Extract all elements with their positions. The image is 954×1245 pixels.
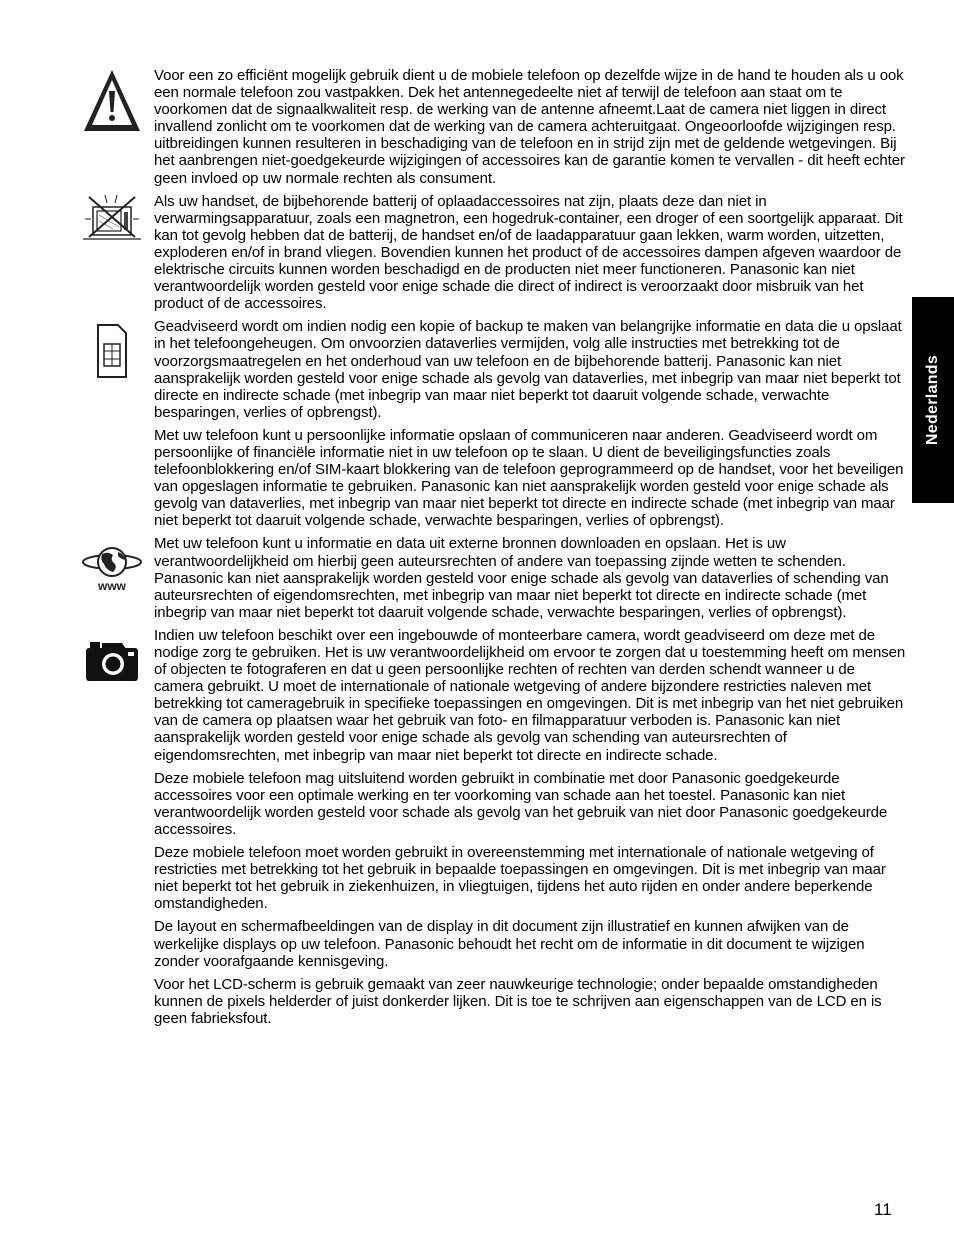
www-caption: www	[97, 579, 127, 594]
camera-icon	[85, 639, 139, 683]
paragraph-text: Voor een zo efficiënt mogelijk gebruik dient u de mobiele telefoon op dezelfde wijze in de hand te houden als u ook een normale telefoon zou vastpakken. Dek het antennegedeelte niet af terwijl de telefoon aan staat om te voorkomen dat de signaalkwaliteit resp. de werking van de antenne afneemt.Laat de camera niet liggen in direct invallend zonlicht om te voorkomen dat de werking van de camera achteruitgaat. Ongeoorloofde wijzigingen resp. uitbreidingen kunnen resulteren in beschadiging van de telefoon en in strijd zijn met de geldende wetgevingen. Bij het aanbrengen niet-goedgekeurde wijzigingen of accessoires kan de garantie komen te vervallen - dit heeft echter geen invloed op uw normale rechten als consument.	[154, 67, 905, 187]
paragraph-text: Met uw telefoon kunt u informatie en data uit externe bronnen downloaden en opslaan. Het is uw verantwoordelijkheid om hierbij geen auteursrechten of andere van toepassing zijnde wetten te schenden. Panasonic kan niet aansprakelijk worden gesteld voor enige schade als gevolg van dataverlies of schending van auteursrechten of eigendomsrechten, met inbegrip van maar niet beperkt tot directe en indirecte schade (met inbegrip van maar niet beperkt tot daaruit volgende schade, verwachte besparingen, verlies of opbrengst).	[154, 535, 889, 621]
www-globe-icon	[80, 545, 144, 593]
paragraph-warning	[70, 67, 906, 187]
paragraph-text: De layout en schermafbeeldingen van de display in dit document zijn illustratief en kunnen afwijken van de werkelijke displays op uw telefoon. Panasonic behoudt het recht om de informatie in dit document te wijzigen zonder voorafgaande kennisgeving.	[154, 918, 865, 970]
paragraph-text: Deze mobiele telefoon mag uitsluitend worden gebruikt in combinatie met door Panasonic goedgekeurde accessoires voor een optimale werking en ter voorkoming van schade aan het toestel. Panasonic kan niet verantwoordelijk worden gesteld voor schade als gevolg van het gebruik van niet door Panasonic goedgekeurde accessoires.	[154, 769, 888, 838]
document-body	[70, 67, 906, 1033]
no-microwave-icon	[79, 193, 145, 245]
language-tab-label: Nederlands	[924, 354, 942, 446]
paragraph-backup	[70, 318, 906, 421]
paragraph-lcd	[70, 976, 906, 1027]
paragraph-text: Voor het LCD-scherm is gebruik gemaakt van zeer nauwkeurige technologie; onder bepaalde omstandigheden kunnen de pixels helderder of juist donkerder lijken. Dit is toe te schrijven aan eigenschappen van de LCD en is geen fabrieksfout.	[154, 975, 882, 1027]
paragraph-text: Indien uw telefoon beschikt over een ingebouwde of monteerbare camera, wordt geadviseerd om deze met de nodige zorg te gebruiken. Het is uw verantwoordelijkheid om ervoor te zorgen dat u toestemming heeft om mensen of objecten te fotograferen en dat u geen persoonlijke rechten of rechten van derden schendt wanneer u de camera gebruikt. U moet de internationale of nationale wetgeving of andere bijzondere restricties naleven met betrekking tot cameragebruik in specifieke toepassingen en omgevingen. Dit is met inbegrip van het niet gebruiken van de camera op plaatsen waar het gebruik van foto- en filmapparatuur verboden is. Panasonic kan niet aansprakelijk worden gesteld voor enige schade als gevolg van schending van auteursrechten of eigendomsrechten, met inbegrip van maar niet beperkt tot directe en indirecte schade.	[154, 626, 906, 764]
paragraph-accessories	[70, 770, 906, 838]
paragraph-text: Geadviseerd wordt om indien nodig een kopie of backup te maken van belangrijke informatie en data die u opslaat in het telefoongeheugen. Om onvoorzien dataverlies vermijden, volg alle instructies met betrekking tot de voorzorgsmaatregelen en het onderhoud van uw telefoon en de bijbehorende batterij. Panasonic kan niet aansprakelijk worden gesteld voor enige schade als gevolg van dataverlies, met inbegrip van maar niet beperkt tot directe en indirecte schade (met inbegrip van maar niet beperkt tot daaruit volgende schade, verwachte besparingen, verlies of opbrengst).	[154, 318, 902, 421]
page-number: 11	[874, 1200, 892, 1219]
warning-triangle-icon	[82, 67, 142, 135]
paragraph-text: Deze mobiele telefoon moet worden gebruikt in overeenstemming met internationale of nationale wetgeving of restricties met betrekking tot het gebruik in bepaalde toepassingen en omgevingen. Dit is met inbegrip van maar niet beperkt tot het gebruik in ziekenhuizen, in vliegtuigen, tijdens het auto rijden en onder andere beperkende omstandigheden.	[154, 844, 886, 913]
paragraph-text: Met uw telefoon kunt u persoonlijke informatie opslaan of communiceren naar anderen. Geadviseerd wordt om persoonlijke of financiële informatie niet in uw telefoon op te slaan. U dient de beveiligingsfuncties zoals telefoonblokkering en/of SIM-kaart blokkering van de telefoon geprogrammeerd op de handset, voor het beveiligen van opgeslagen informatie te gebruiken. Panasonic kan niet aansprakelijk worden gesteld voor enige schade als gevolg van dataverlies, met inbegrip van maar niet beperkt tot directe en indirecte schade (met inbegrip van maar niet beperkt tot daaruit volgende schade, verwachte besparingen, verlies of opbrengst).	[154, 426, 904, 530]
sim-card-icon	[95, 322, 129, 380]
paragraph-layout-disclaimer	[70, 918, 906, 969]
paragraph-text: Als uw handset, de bijbehorende batterij of oplaadaccessoires nat zijn, plaats deze dan niet in verwarmingsapparatuur, zoals een magnetron, een hogedruk-container, een droger of een soortgelijk apparaat. Dit kan tot gevolg hebben dat de batterij, de handset en/of de laadapparatuur gaan lekken, warm worden, uitzetten, exploderen en/of in brand vliegen. Bovendien kunnen het product of de accessoires dampen afgeven waardoor de elektrische circuits kunnen worden beschadigd en de producten niet meer functioneren. Panasonic kan niet verantwoordelijk worden gesteld voor enige schade die direct of indirect is veroorzaakt door misbruik van het product of de accessoires.	[154, 192, 903, 313]
paragraph-personal-info	[70, 427, 906, 530]
paragraph-camera	[70, 627, 906, 764]
paragraph-microwave	[70, 193, 906, 313]
language-tab	[912, 297, 954, 503]
paragraph-regulations	[70, 844, 906, 912]
paragraph-downloads	[70, 535, 906, 620]
